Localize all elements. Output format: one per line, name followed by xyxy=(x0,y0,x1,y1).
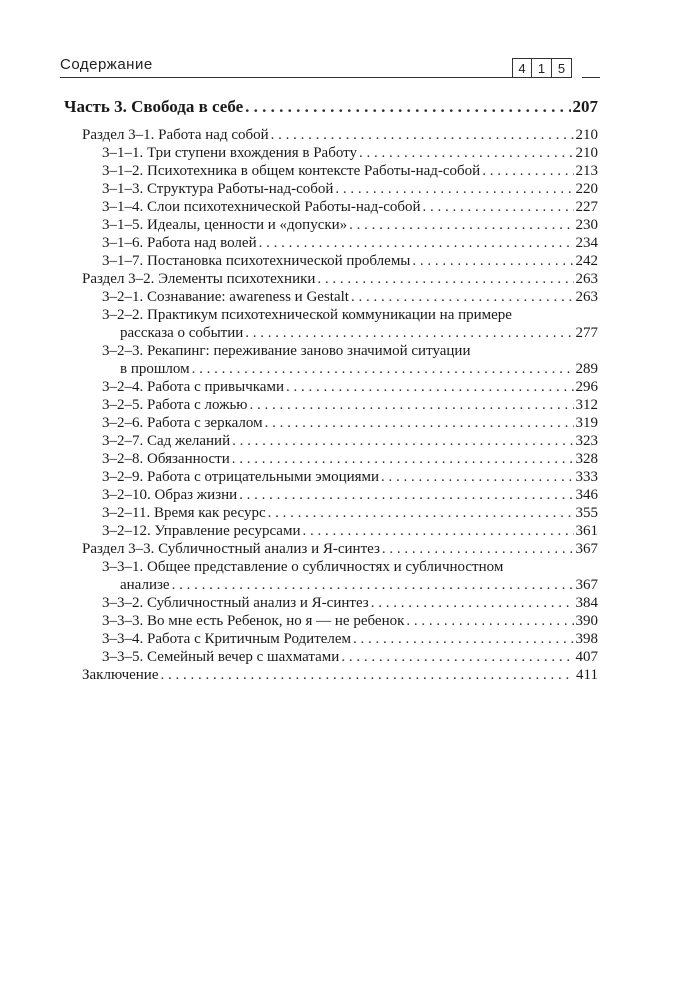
toc-section-title: Раздел 3–1. Работа над собой xyxy=(82,127,269,143)
toc-item-title-line1: 3–2–3. Рекапинг: переживание заново значимой ситуации xyxy=(102,343,471,359)
toc-section[interactable] xyxy=(64,270,598,288)
leader-dots xyxy=(239,486,573,504)
toc-item-page: 407 xyxy=(575,649,598,665)
toc-item-title: 3–2–4. Работа с привычками xyxy=(102,379,284,395)
toc-item[interactable] xyxy=(64,252,598,270)
toc-item-title: 3–2–12. Управление ресурсами xyxy=(102,523,301,539)
toc-item[interactable] xyxy=(64,648,598,666)
toc-item[interactable] xyxy=(64,216,598,234)
page-digit: 5 xyxy=(552,58,572,78)
leader-dots xyxy=(192,360,574,378)
leader-dots xyxy=(303,522,574,540)
toc-section-title: Раздел 3–3. Субличностный анализ и Я-синтез xyxy=(82,541,380,557)
toc-section-page: 210 xyxy=(575,127,598,143)
toc-item-page: 319 xyxy=(575,415,598,431)
leader-dots xyxy=(232,432,573,450)
toc-item-page: 361 xyxy=(575,523,598,539)
toc-item-continuation xyxy=(102,360,598,378)
toc-item-page: 367 xyxy=(575,577,598,593)
toc-item-page: 312 xyxy=(575,397,598,413)
leader-dots xyxy=(351,288,574,306)
toc-item-page: 242 xyxy=(575,253,598,269)
leader-dots xyxy=(341,648,573,666)
toc-item-page: 227 xyxy=(575,199,598,215)
page-digit: 1 xyxy=(532,58,552,78)
toc-item-page: 213 xyxy=(575,163,598,179)
toc-item-title: 3–2–1. Сознавание: awareness и Gestalt xyxy=(102,289,349,305)
leader-dots xyxy=(382,540,574,558)
toc-item-title-line1: 3–2–2. Практикум психотехнической коммуникации на примере xyxy=(102,307,512,323)
toc-item[interactable] xyxy=(64,162,598,180)
leader-dots xyxy=(381,468,573,486)
toc-item[interactable] xyxy=(64,180,598,198)
leader-dots xyxy=(245,96,570,118)
toc-item-continuation xyxy=(102,576,598,594)
toc-item[interactable] xyxy=(64,612,598,630)
leader-dots xyxy=(349,216,573,234)
leader-dots xyxy=(359,144,574,162)
leader-dots xyxy=(250,396,574,414)
toc-item-page: 220 xyxy=(575,181,598,197)
leader-dots xyxy=(172,576,574,594)
toc-item-title: 3–2–10. Образ жизни xyxy=(102,487,238,503)
toc-item-title: 3–1–1. Три ступени вхождения в Работу xyxy=(102,145,357,161)
leader-dots xyxy=(259,234,574,252)
toc-item-page: 289 xyxy=(575,361,598,377)
toc-item-page: 398 xyxy=(575,631,598,647)
toc-item-title: 3–1–5. Идеалы, ценности и «допуски» xyxy=(102,217,348,233)
toc-item-title: 3–1–6. Работа над волей xyxy=(102,235,257,251)
toc-item[interactable] xyxy=(64,486,598,504)
header-rule xyxy=(60,77,512,78)
leader-dots xyxy=(317,270,573,288)
toc-item[interactable] xyxy=(64,306,598,342)
toc-item-title: 3–3–4. Работа с Критичным Родителем xyxy=(102,631,352,647)
toc-item-title: 3–1–3. Структура Работы-над-собой xyxy=(102,181,334,197)
toc-item[interactable] xyxy=(64,396,598,414)
toc-part-page: 207 xyxy=(572,97,598,116)
toc-section[interactable] xyxy=(64,540,598,558)
toc-item-continuation xyxy=(102,324,598,342)
toc-item-page: 263 xyxy=(575,289,598,305)
toc-conclusion[interactable] xyxy=(64,666,598,684)
page-digit: 4 xyxy=(512,58,532,78)
toc-item[interactable] xyxy=(64,342,598,378)
toc-item[interactable] xyxy=(64,198,598,216)
toc-item[interactable] xyxy=(64,144,598,162)
header-rule-right xyxy=(582,77,600,78)
toc-item[interactable] xyxy=(64,450,598,468)
toc-item-page: 328 xyxy=(575,451,598,467)
toc-item-title: 3–2–11. Время как ресурс xyxy=(102,505,266,521)
toc-item-page: 333 xyxy=(575,469,598,485)
toc-item-page: 346 xyxy=(575,487,598,503)
leader-dots xyxy=(482,162,573,180)
toc-item-title: 3–1–7. Постановка психотехнической проблемы xyxy=(102,253,411,269)
toc-item-page: 296 xyxy=(575,379,598,395)
leader-dots xyxy=(232,450,574,468)
toc-sections xyxy=(64,126,598,666)
leader-dots xyxy=(335,180,573,198)
leader-dots xyxy=(412,252,573,270)
toc-item-page: 323 xyxy=(575,433,598,449)
toc-item-page: 390 xyxy=(575,613,598,629)
toc-section-title: Раздел 3–2. Элементы психотехники xyxy=(82,271,316,287)
toc-item-title: 3–2–9. Работа с отрицательными эмоциями xyxy=(102,469,380,485)
toc-item-page: 384 xyxy=(575,595,598,611)
toc-section-page: 367 xyxy=(575,541,598,557)
toc-item[interactable] xyxy=(64,468,598,486)
leader-dots xyxy=(371,594,574,612)
toc-item-title: 3–2–6. Работа с зеркалом xyxy=(102,415,263,431)
leader-dots xyxy=(271,126,574,144)
toc-item-page: 234 xyxy=(575,235,598,251)
header-title: Содержание xyxy=(60,56,153,73)
running-header xyxy=(60,56,600,80)
table-of-contents xyxy=(64,96,598,684)
leader-dots xyxy=(406,612,573,630)
toc-item-page: 355 xyxy=(575,505,598,521)
toc-item[interactable] xyxy=(64,432,598,450)
toc-item-title: 3–2–8. Обязанности xyxy=(102,451,230,467)
toc-item-title: 3–1–2. Психотехника в общем контексте Работы-над-собой xyxy=(102,163,481,179)
toc-item[interactable] xyxy=(64,630,598,648)
toc-item[interactable] xyxy=(64,504,598,522)
toc-item-page: 230 xyxy=(575,217,598,233)
toc-item[interactable] xyxy=(64,414,598,432)
toc-item[interactable] xyxy=(64,234,598,252)
toc-item-title: 3–2–7. Сад желаний xyxy=(102,433,231,449)
toc-item[interactable] xyxy=(64,594,598,612)
toc-conclusion-page: 411 xyxy=(576,667,598,683)
leader-dots xyxy=(353,630,573,648)
toc-item-title: в прошлом xyxy=(120,361,190,377)
toc-section-page: 263 xyxy=(575,271,598,287)
leader-dots xyxy=(161,666,575,684)
toc-section[interactable] xyxy=(64,126,598,144)
leader-dots xyxy=(268,504,574,522)
toc-item-title-line1: 3–3–1. Общее представление о субличностях и субличностном xyxy=(102,559,504,575)
toc-conclusion-title: Заключение xyxy=(82,667,159,683)
toc-item-title: 3–1–4. Слои психотехнической Работы-над-собой xyxy=(102,199,421,215)
page-number xyxy=(512,58,572,78)
leader-dots xyxy=(286,378,574,396)
toc-item-page: 277 xyxy=(575,325,598,341)
toc-item-page: 210 xyxy=(575,145,598,161)
toc-item-title: 3–2–5. Работа с ложью xyxy=(102,397,248,413)
leader-dots xyxy=(245,324,573,342)
toc-item[interactable] xyxy=(64,288,598,306)
toc-item-title: 3–3–2. Субличностный анализ и Я-синтез xyxy=(102,595,369,611)
toc-item-title: рассказа о событии xyxy=(120,325,244,341)
leader-dots xyxy=(423,198,574,216)
toc-item-title: 3–3–5. Семейный вечер с шахматами xyxy=(102,649,340,665)
toc-part-title: Часть 3. Свобода в себе xyxy=(64,97,244,116)
toc-item[interactable] xyxy=(64,522,598,540)
leader-dots xyxy=(265,414,574,432)
toc-item[interactable] xyxy=(64,558,598,594)
toc-item-title: анализе xyxy=(120,577,170,593)
toc-item-title: 3–3–3. Во мне есть Ребенок, но я — не ребенок xyxy=(102,613,405,629)
toc-item[interactable] xyxy=(64,378,598,396)
toc-part[interactable] xyxy=(64,96,598,118)
